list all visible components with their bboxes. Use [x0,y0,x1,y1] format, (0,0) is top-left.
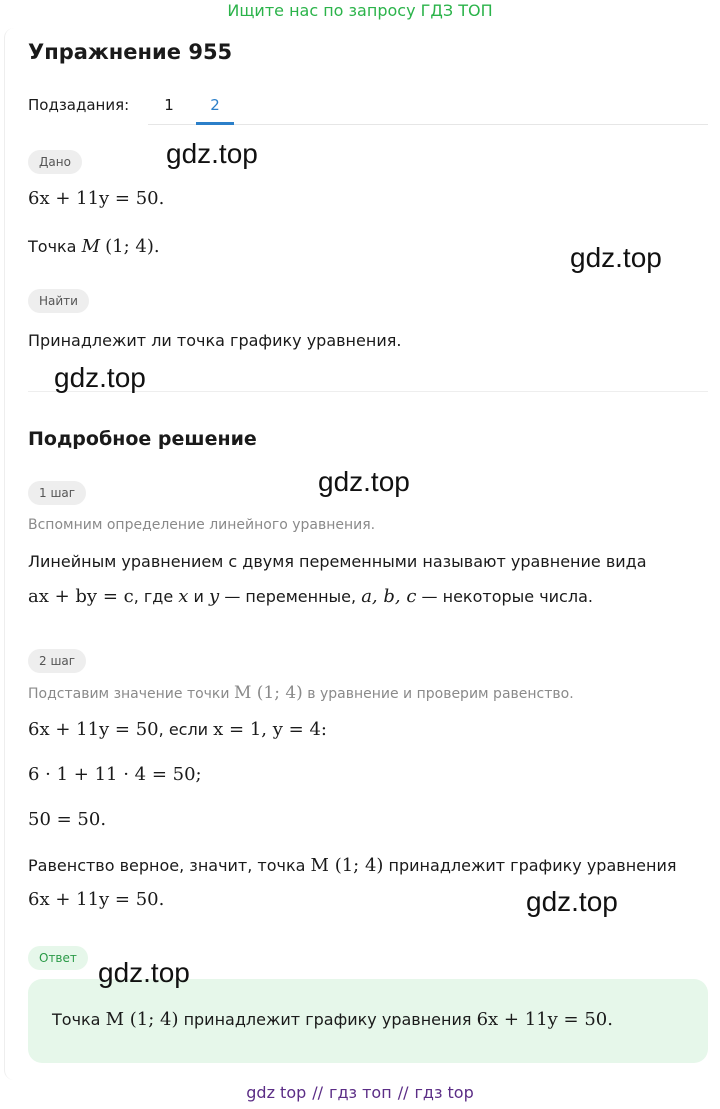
watermark: gdz.top [526,886,618,917]
step2-conclusion [28,855,676,876]
tab-subtask-2[interactable]: 2 [210,96,220,114]
given-equation: 6x + 11y = 50. [28,188,165,209]
answer-point: M (1; 4) [105,1009,179,1030]
step2-hint-point: M (1; 4) [233,683,303,703]
answer-text-a: Точка [52,1010,101,1029]
step2-eq1-line [28,719,327,740]
active-tab-indicator [196,122,234,125]
step1-var-y: y [209,586,220,607]
footer-link-gdz-top[interactable]: gdz top [246,1083,307,1102]
watermark: gdz.top [570,242,662,273]
step1-text1: Линейным уравнением с двумя переменными называют уравнение вида [28,552,647,571]
watermark: gdz.top [54,362,146,393]
step2-conclusion-b: принадлежит графику уравнения [388,856,677,875]
given-point-prefix: Точка [28,237,77,256]
given-point-coords: (1; 4). [105,236,160,257]
step2-hint-b: в уравнение и проверим равенство. [307,686,574,702]
subtasks-label: Подзадания: [28,96,130,114]
step2-eq3: 50 = 50. [28,809,107,830]
watermark: gdz.top [318,466,410,497]
answer-box [28,979,708,1063]
step1-text-variables: — переменные, [224,587,357,606]
step2-conclusion-a: Равенство верное, значит, точка [28,856,306,875]
step1-chip: 1 шаг [28,481,86,505]
step1-text2 [28,586,593,607]
step2-conclusion-equation: 6x + 11y = 50. [28,889,165,910]
step1-var-x: x [178,586,189,607]
answer-equation: 6x + 11y = 50. [476,1009,613,1030]
top-banner: Ищите нас по запросу ГДЗ ТОП [227,1,493,20]
step2-hint-a: Подставим значение точки [28,686,230,702]
step1-general-equation: ax + by = c [28,586,134,607]
given-chip: Дано [28,150,82,174]
given-point [28,236,160,257]
step2-eq1-values: x = 1, y = 4: [213,719,327,740]
answer-chip: Ответ [28,946,88,970]
step2-eq1: 6x + 11y = 50 [28,719,159,740]
step1-text-where: , где [133,587,174,606]
watermark: gdz.top [166,138,258,169]
step1-text-numbers: — некоторые числа. [421,587,593,606]
step1-hint: Вспомним определение линейного уравнения. [28,517,376,533]
step2-eq1-if: , если [158,720,209,739]
footer-links [0,1083,720,1102]
footer-separator: // [312,1083,324,1102]
step1-abc: a, b, c [361,586,417,607]
watermark: gdz.top [98,957,190,988]
solution-title: Подробное решение [28,428,257,450]
answer-text-b: принадлежит графику уравнения [183,1010,472,1029]
footer-link-gdz-top-mixed[interactable]: гдз top [414,1083,474,1102]
footer-separator: // [397,1083,409,1102]
step2-hint [28,683,574,703]
step2-conclusion-point: M (1; 4) [310,855,384,876]
step1-text-and: и [193,587,204,606]
find-chip: Найти [28,289,89,313]
page-title: Упражнение 955 [28,40,233,64]
given-point-name: M [81,236,101,257]
step2-eq2: 6 · 1 + 11 · 4 = 50; [28,764,202,785]
tab-subtask-1[interactable]: 1 [164,96,174,114]
footer-link-gdz-top-ru[interactable]: гдз топ [329,1083,392,1102]
find-text: Принадлежит ли точка графику уравнения. [28,331,402,350]
step2-chip: 2 шаг [28,649,86,673]
answer-text [52,1009,613,1030]
